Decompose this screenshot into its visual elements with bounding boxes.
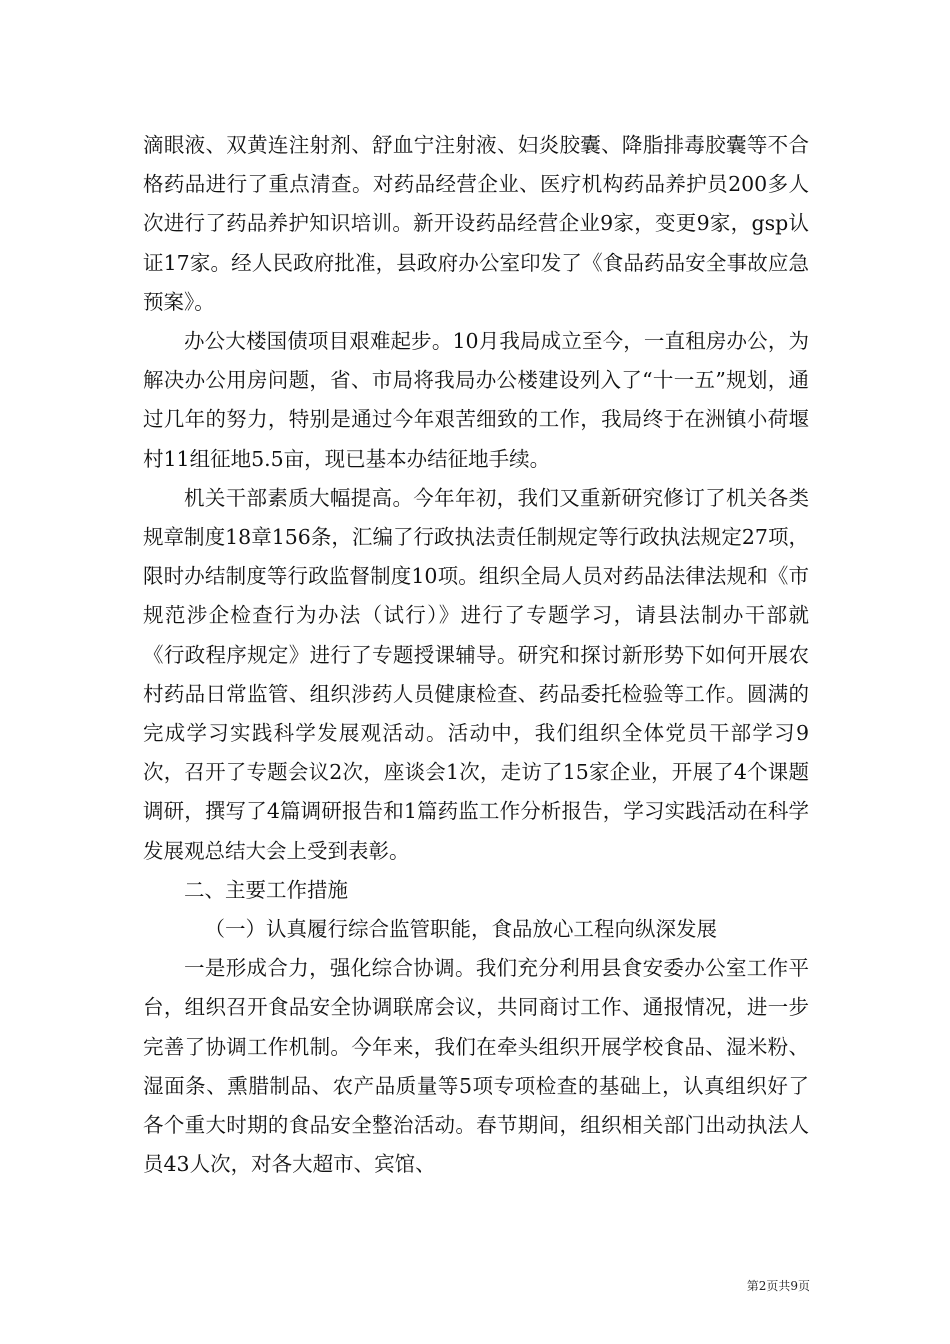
subsection-heading-supervision: （一）认真履行综合监管职能，食品放心工程向纵深发展 bbox=[204, 917, 717, 942]
document-body bbox=[143, 126, 809, 1184]
page-number-footer: 第2页共9页 bbox=[746, 1279, 810, 1293]
paragraph-office-building: 办公大楼国债项目艰难起步。10月我局成立至今，一直租房办公，为解决办公用房问题，省、市局将我局办公楼建设列入了“十一五”规划，通过几年的努力，特别是通过今年艰苦细致的工作，我局终于在洲镇小荷堰村11组征地5.5亩，现已基本办结征地手续。 bbox=[143, 329, 809, 471]
paragraph-coordination: 一是形成合力，强化综合协调。我们充分利用县食安委办公室工作平台，组织召开食品安全协调联席会议，共同商讨工作、通报情况，进一步完善了协调工作机制。今年来，我们在牵头组织开展学校食品、湿米粉、湿面条、熏腊制品、农产品质量等5项专项检查的基础上，认真组织好了各个重大时期的食品安全整治活动。春节期间，组织相关部门出动执法人员43人次，对各大超市、宾馆、 bbox=[143, 956, 809, 1177]
section-heading-main-measures: 二、主要工作措施 bbox=[184, 877, 348, 902]
paragraph-staff-quality: 机关干部素质大幅提高。今年年初，我们又重新研究修订了机关各类规章制度18章156条，汇编了行政执法责任制规定等行政执法规定27项，限时办结制度等行政监督制度10项。组织全局人员对药品法律法规和《市规范涉企检查行为办法（试行）》进行了专题学习，请县法制办干部就《行政程序规定》进行了专题授课辅导。研究和探讨新形势下如何开展农村药品日常监管、组织涉药人员健康检查、药品委托检验等工作。圆满的完成学习实践科学发展观活动。活动中，我们组织全体党员干部学习9次，召开了专题会议2次，座谈会1次，走访了15家企业，开展了4个课题调研，撰写了4篇调研报告和1篇药监工作分析报告，学习实践活动在科学发展观总结大会上受到表彰。 bbox=[143, 485, 809, 863]
paragraph-drug-inspection: 滴眼液、双黄连注射剂、舒血宁注射液、妇炎胶囊、降脂排毒胶囊等不合格药品进行了重点清查。对药品经营企业、医疗机构药品养护员200多人次进行了药品养护知识培训。新开设药品经营企业9家，变更9家，gsp认证17家。经人民政府批准，县政府办公室印发了《食品药品安全事故应急预案》。 bbox=[143, 133, 809, 314]
